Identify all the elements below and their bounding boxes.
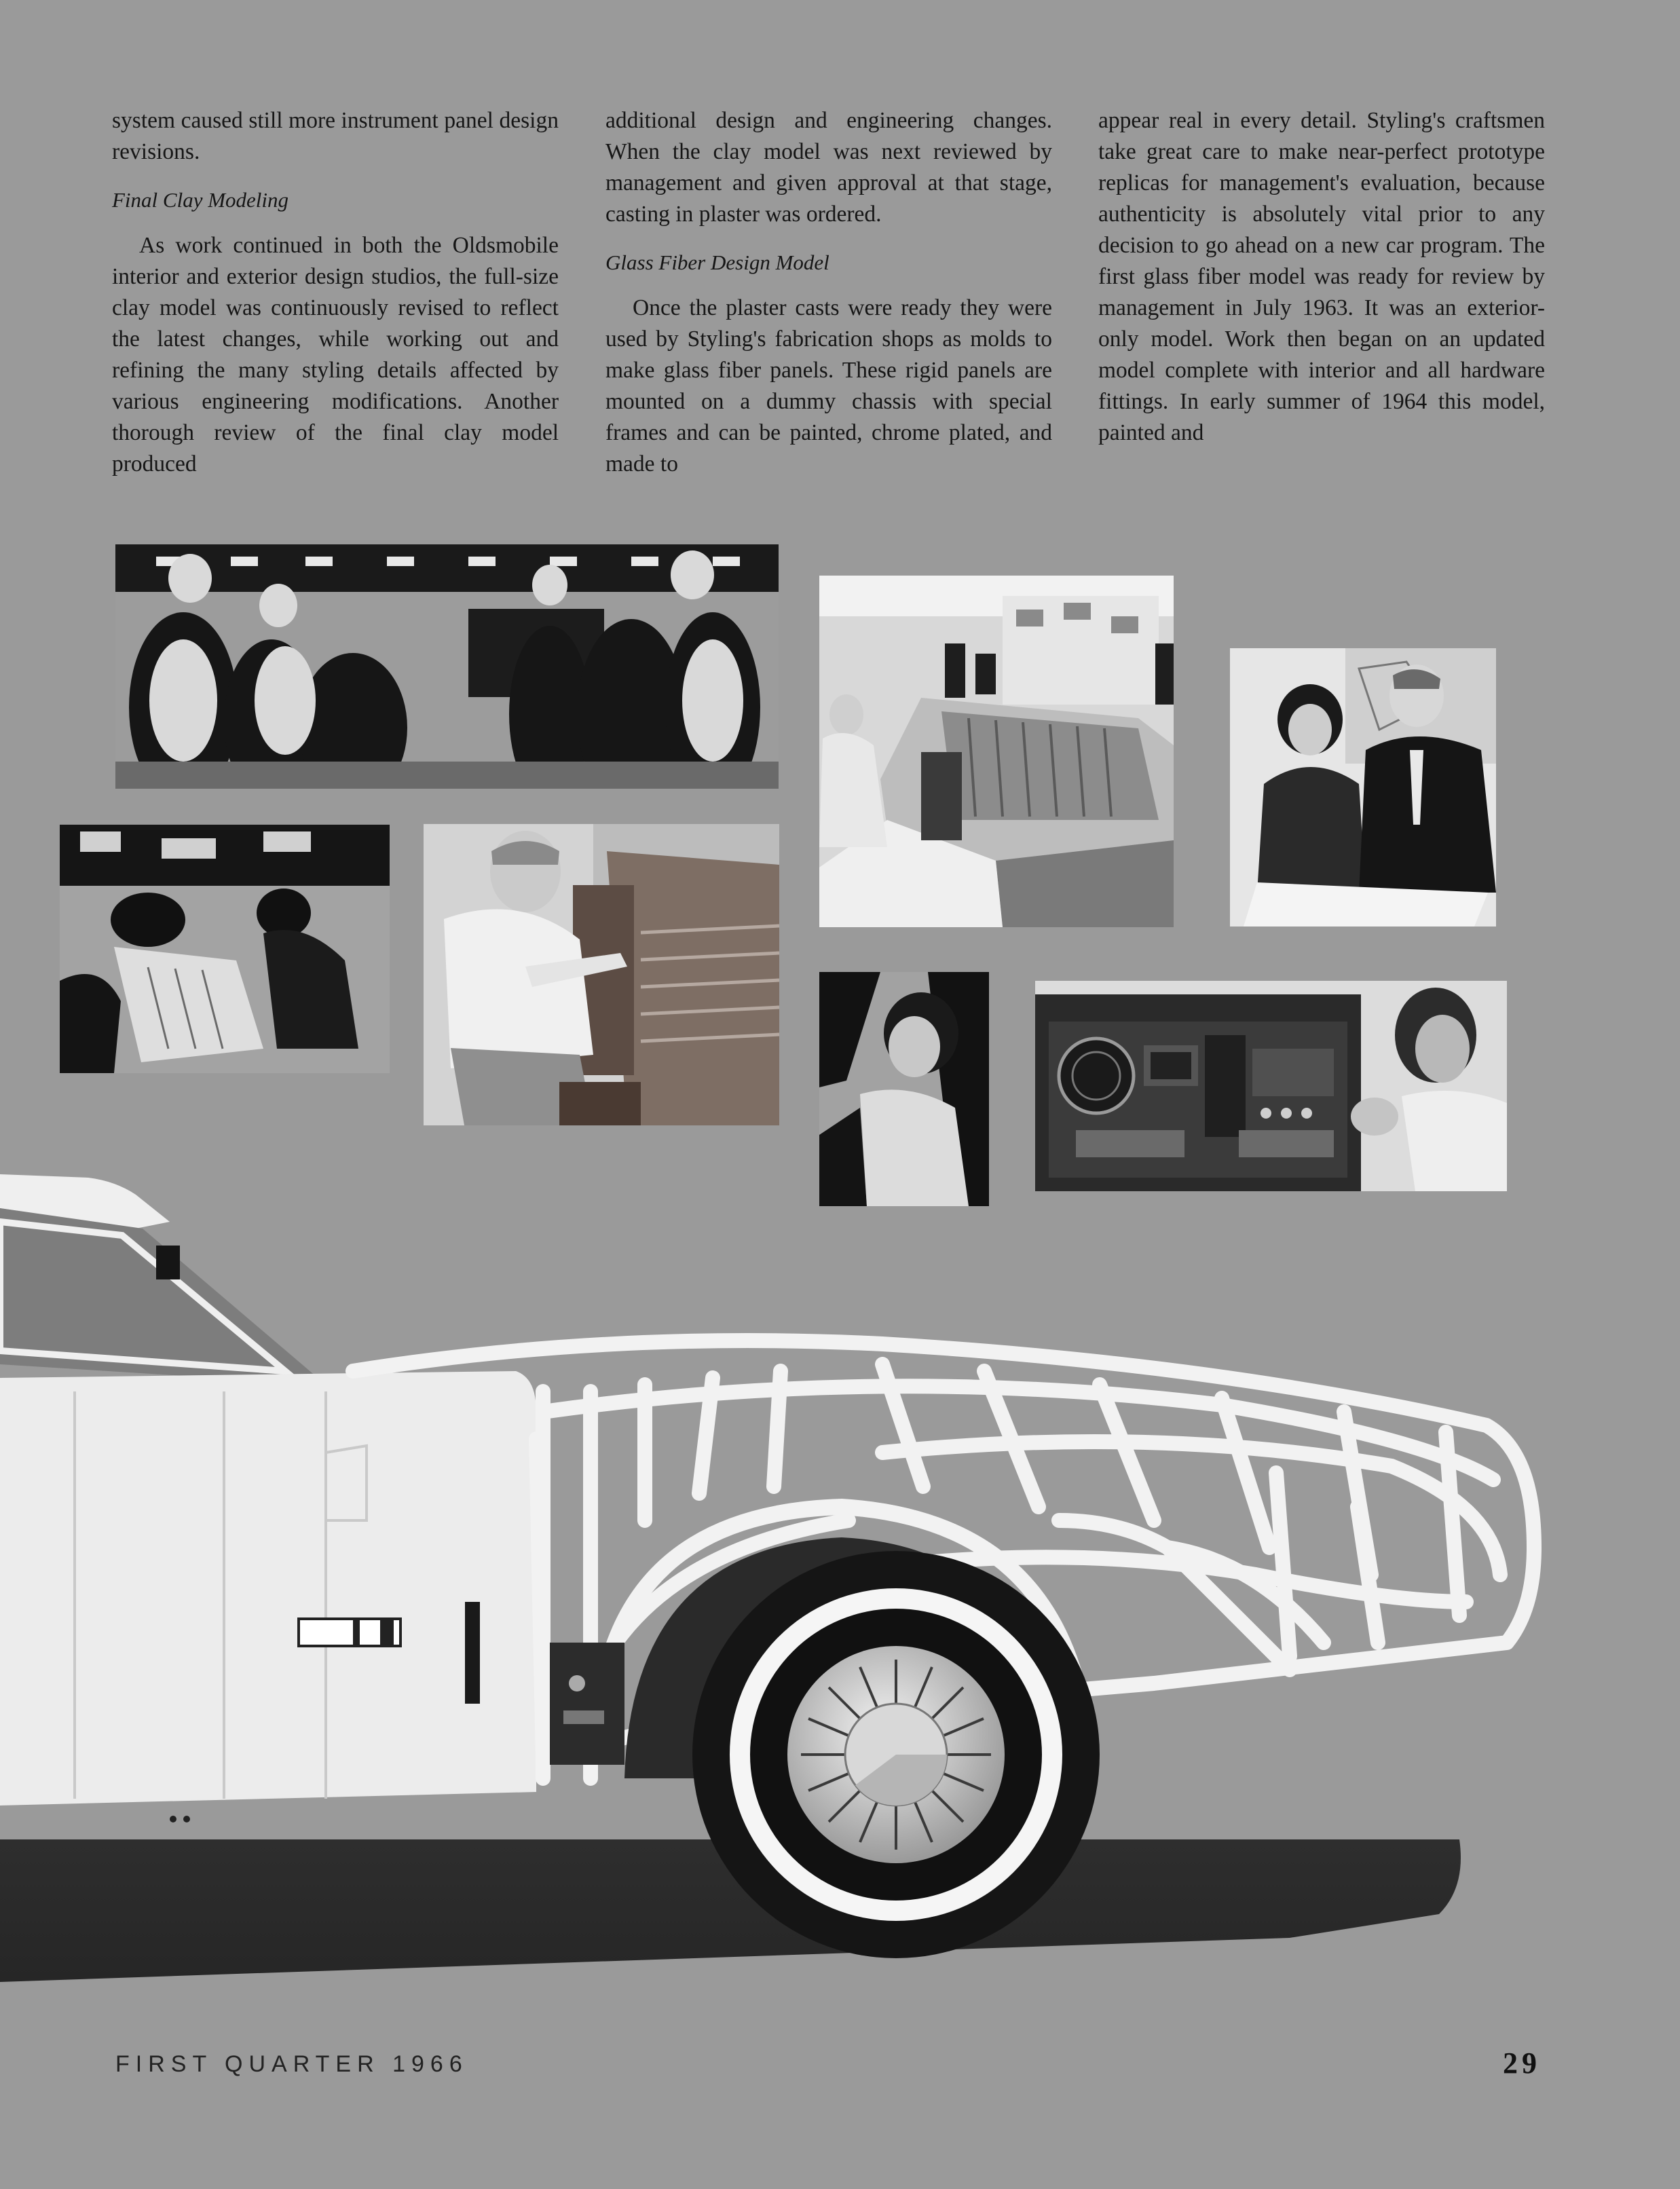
paragraph: appear real in every detail. Styling's craftsmen take great care to make near-perfect prototype replicas for management's evaluation, because authenticity is absolutely vital prior to any decision to go ahead on a new car program. The first glass fiber model was ready for review by management in July 1963. It was an exterior-only model. Work then began on an updated model complete with interior and all hardware fittings. In early summer of 1964 this model, painted and — [1098, 108, 1545, 445]
text-column-2 — [605, 105, 1052, 480]
photo-instrument-panel-detail — [1035, 981, 1507, 1191]
paragraph: system caused still more instrument panel design revisions. — [112, 108, 559, 164]
photo-designers-reviewing-drawings — [1230, 648, 1496, 927]
glass-fiber-car-frame-model-image — [0, 1167, 1680, 1996]
photo-seat-trim-workshop — [60, 825, 390, 1073]
section-heading-final-clay-modeling: Final Clay Modeling — [112, 188, 289, 212]
paragraph: Once the plaster casts were ready they were used by Styling's fabrication shops as molds to make glass fiber panels. These rigid panels are mounted on a dummy chassis with special frames and can be painted, chrome plated, and made to — [605, 295, 1052, 476]
photo-interior-model-seats — [819, 576, 1174, 927]
paragraph: As work continued in both the Oldsmobile interior and exterior design studios, the full-size clay model was continuously revised to reflect the latest changes, while working out and refining the many styling details affected by various engineering modifications. Another thorough review of the final clay model produced — [112, 233, 559, 476]
text-column-3 — [1098, 105, 1545, 449]
paragraph: additional design and engineering changes. When the clay model was next reviewed by management and given approval at that stage, casting in plaster was ordered. — [605, 108, 1052, 227]
photo-craftsman-fitting-door-panel — [424, 824, 779, 1125]
photo-fabrication-shop-workers — [115, 544, 779, 789]
section-heading-glass-fiber-design-model: Glass Fiber Design Model — [605, 250, 829, 274]
text-column-1 — [112, 105, 559, 480]
footer-page-number: 29 — [1503, 2046, 1541, 2080]
footer-publication-issue: FIRST QUARTER 1966 — [115, 2051, 468, 2077]
